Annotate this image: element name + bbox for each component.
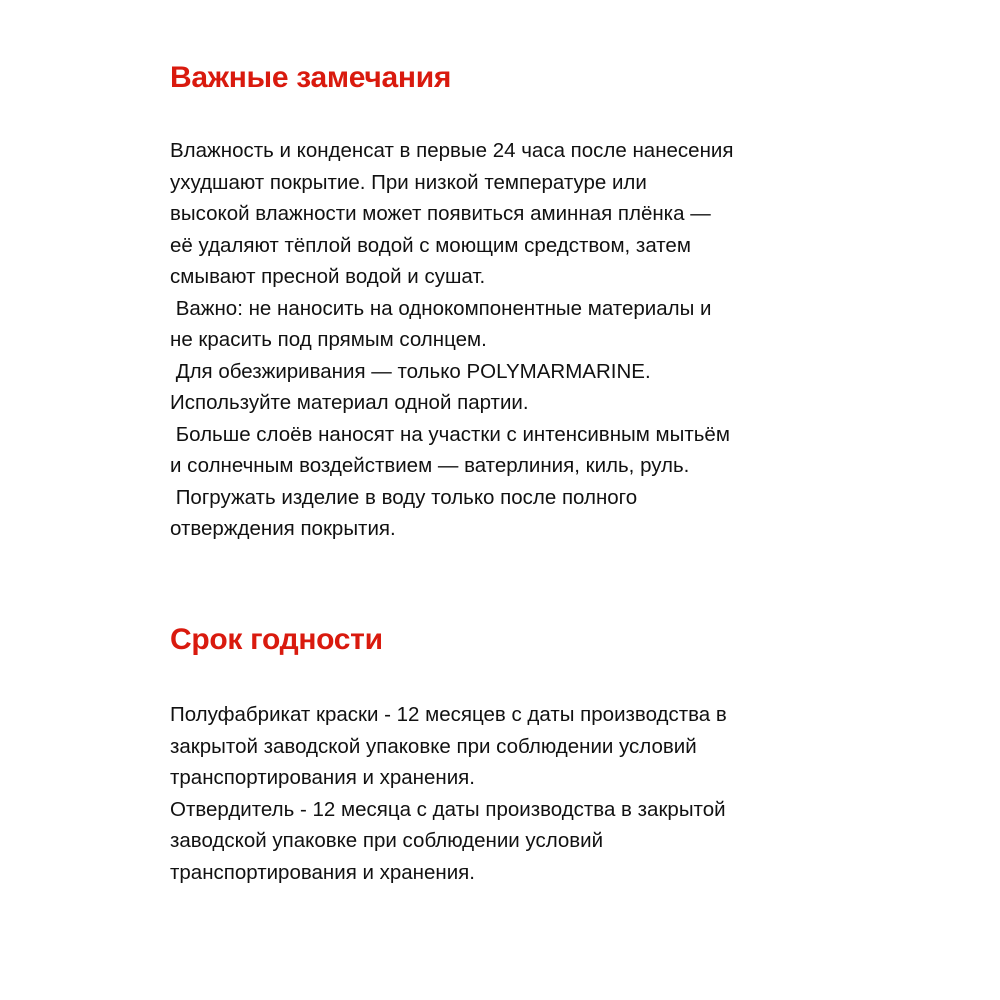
notes-line: отверждения покрытия. <box>170 517 396 540</box>
notes-line: Влажность и конденсат в первые 24 часа после нанесения <box>170 139 734 162</box>
shelf-life-line: Отвердитель - 12 месяца с даты производства в закрытой <box>170 797 726 821</box>
notes-line: Для обезжиривания — только POLYMARMARINE. <box>170 359 651 383</box>
shelf-life-heading: Срок годности <box>170 623 383 656</box>
notes-line: Погружать изделие в воду только после полного <box>170 485 638 509</box>
notes-line: высокой влажности может появиться аминная плёнка — <box>170 202 711 225</box>
notes-line: Больше слоёв наносят на участки с интенсивным мытьём <box>170 422 730 446</box>
notes-line: и солнечным воздействием — ватерлиния, киль, руль. <box>170 454 690 477</box>
shelf-life-line: заводской упаковке при соблюдении условий <box>170 829 604 852</box>
shelf-life-line: закрытой заводской упаковке при соблюдении условий <box>170 734 697 758</box>
notes-line: её удаляют тёплой водой с моющим средством, затем <box>170 233 691 257</box>
important-notes-section <box>170 57 830 545</box>
important-notes-body <box>170 135 830 545</box>
shelf-life-line: Полуфабрикат краски - 12 месяцев с даты производства в <box>170 703 727 726</box>
notes-line: Используйте материал одной партии. <box>170 391 529 414</box>
shelf-life-body <box>170 699 830 888</box>
notes-line: не красить под прямым солнцем. <box>170 328 487 351</box>
notes-line: ухудшают покрытие. При низкой температуре или <box>170 170 647 194</box>
shelf-life-line: транспортирования и хранения. <box>170 860 475 884</box>
notes-line: смывают пресной водой и сушат. <box>170 265 486 288</box>
important-notes-heading: Важные замечания <box>170 61 452 94</box>
shelf-life-line: транспортирования и хранения. <box>170 766 475 789</box>
shelf-life-section <box>170 619 830 888</box>
notes-line: Важно: не наносить на однокомпонентные материалы и <box>170 296 712 320</box>
